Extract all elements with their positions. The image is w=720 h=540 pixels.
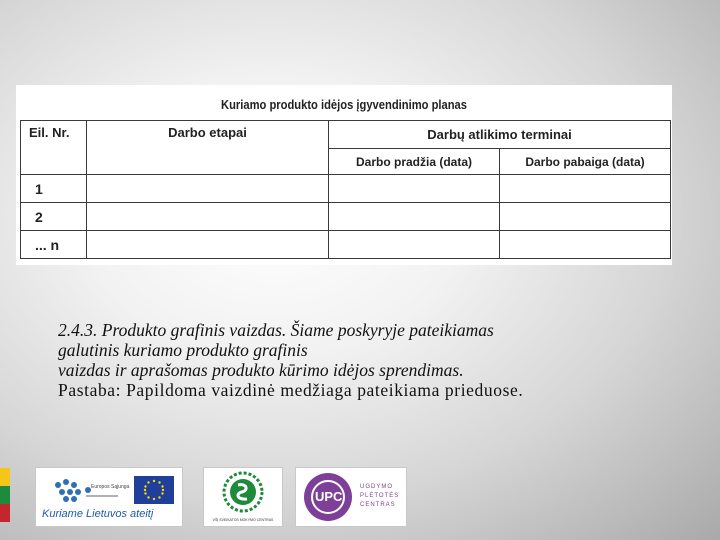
table-cell xyxy=(87,231,329,259)
plan-title: Kuriamo produkto idėjos įgyvendinimo planas xyxy=(220,97,467,112)
table-cell xyxy=(500,231,671,259)
esf-eu-logo xyxy=(36,468,182,526)
caption-note: Pastaba: Papildoma vaizdinė medžiaga pateikiama prieduose. xyxy=(58,380,524,400)
plan-table xyxy=(20,120,671,259)
health-centre-caption: VŠĮ SVEIKATOS MOKYMO CENTRAS xyxy=(212,518,274,522)
table-row xyxy=(21,203,671,231)
esf-fund-label: Europos Sąjunga xyxy=(91,484,130,490)
upc-name-line: UGDYMO xyxy=(360,484,393,490)
upc-wordmark xyxy=(360,483,399,510)
table-cell xyxy=(500,203,671,231)
caption-line-2: galutinis kuriamo produkto grafinis xyxy=(58,340,308,360)
implementation-plan-image xyxy=(16,85,672,265)
table-row xyxy=(21,175,671,203)
table-cell xyxy=(329,231,500,259)
upc-initials: UPC xyxy=(315,489,343,504)
table-cell xyxy=(500,175,671,203)
header-terms: Darbų atlikimo terminai xyxy=(329,121,671,149)
table-cell xyxy=(87,203,329,231)
caption-section-line: 2.4.3. Produkto grafinis vaizdas. Šiame poskyryje pateikiamas xyxy=(58,320,494,340)
header-end-date: Darbo pabaiga (data) xyxy=(500,149,671,175)
table-row xyxy=(21,231,671,259)
esf-slogan: Kuriame Lietuvos ateitį xyxy=(42,508,154,520)
health-centre-logo xyxy=(204,468,282,526)
lithuanian-flag-stripe xyxy=(0,468,10,522)
eu-flag-icon xyxy=(134,476,174,504)
table-cell xyxy=(329,175,500,203)
row-number: 2 xyxy=(21,203,87,231)
table-cell xyxy=(329,203,500,231)
caption-line-3: vaizdas ir aprašomas produkto kūrimo idėjos sprendimas. xyxy=(58,360,464,380)
row-number: ... n xyxy=(21,231,87,259)
upc-name-line: PLĖTOTĖS xyxy=(360,493,400,499)
header-nr: Eil. Nr. xyxy=(21,121,87,175)
header-start-date: Darbo pradžia (data) xyxy=(329,149,500,175)
table-cell xyxy=(87,175,329,203)
upc-logo xyxy=(296,468,406,526)
row-number: 1 xyxy=(21,175,87,203)
header-stages: Darbo etapai xyxy=(87,121,329,175)
slide-caption xyxy=(58,320,708,400)
upc-name-line: CENTRAS xyxy=(360,502,396,508)
